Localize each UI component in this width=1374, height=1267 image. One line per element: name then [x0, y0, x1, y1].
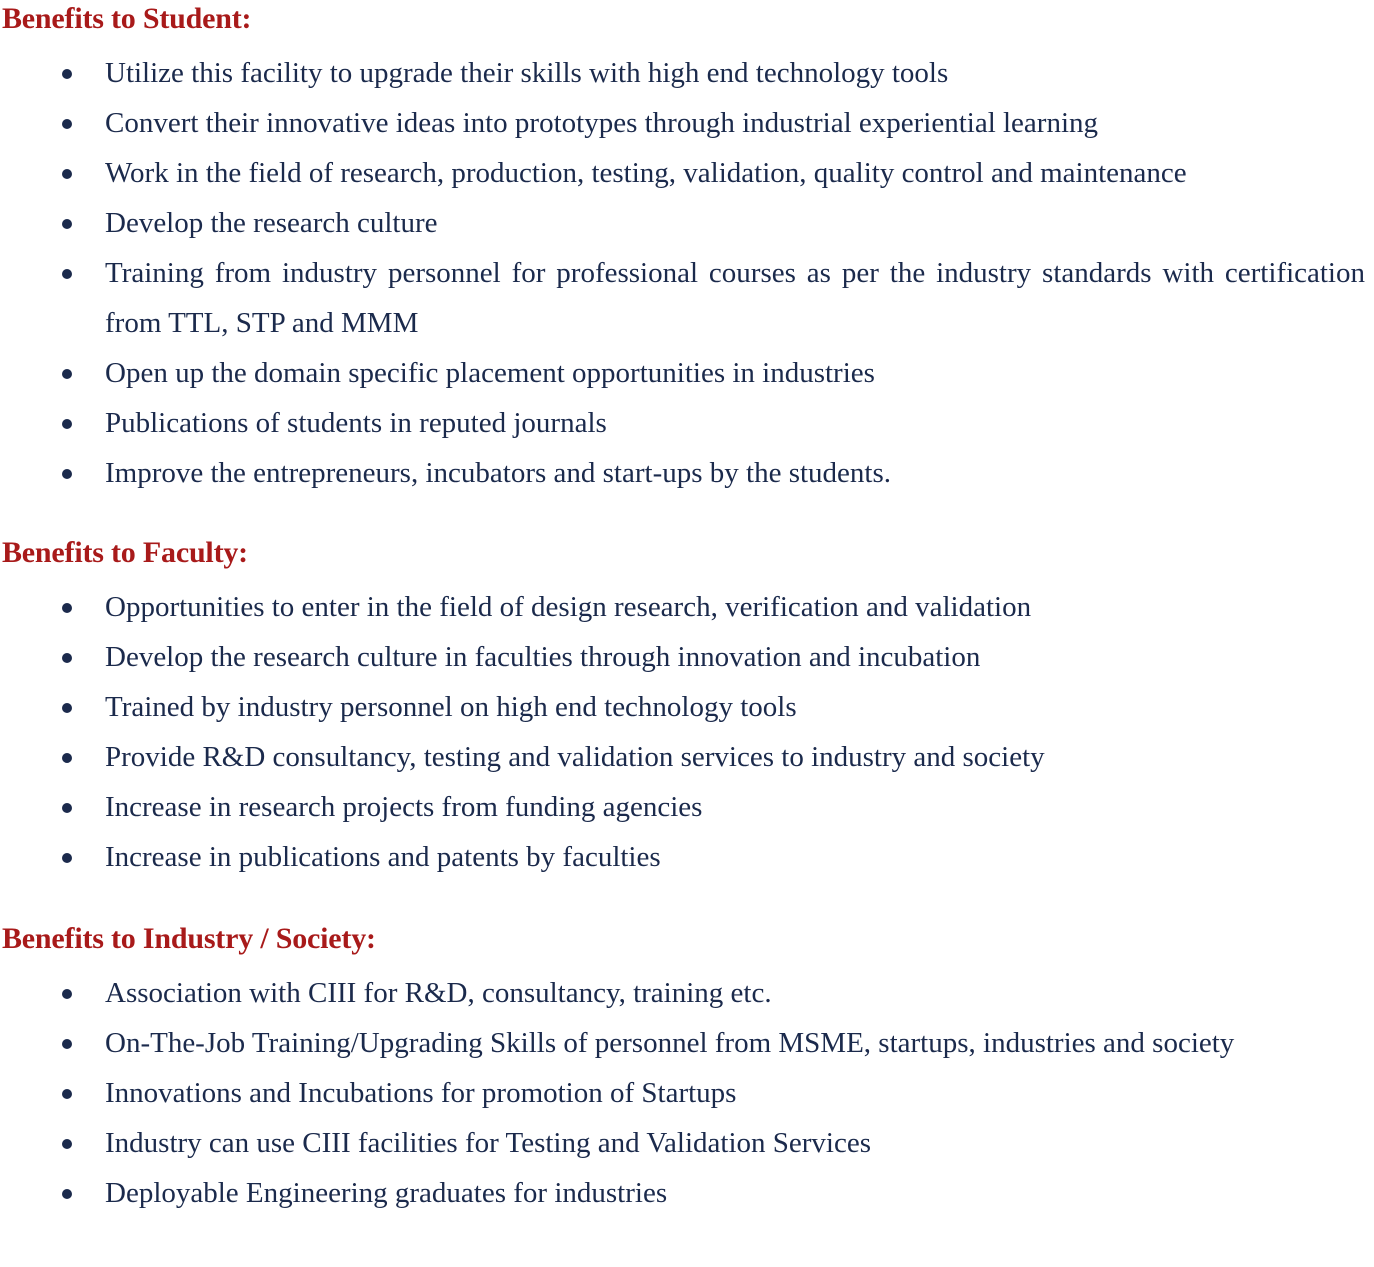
- list-item-text: On-The-Job Training/Upgrading Skills of personnel from MSME, startups, industries and society: [105, 1027, 1235, 1059]
- list-item-text: Industry can use CIII facilities for Testing and Validation Services: [105, 1127, 872, 1159]
- bullet-dot-icon: [62, 1018, 73, 1068]
- section-benefits-to-student: [0, 0, 1374, 498]
- bullet-list-student: [0, 48, 1374, 498]
- bullet-list-faculty: [0, 582, 1374, 882]
- list-item: [0, 632, 1374, 682]
- list-item: [0, 732, 1374, 782]
- list-item: [0, 348, 1374, 398]
- bullet-dot-icon: [62, 632, 73, 682]
- list-item-text: Publications of students in reputed journals: [105, 407, 607, 439]
- section-benefits-to-faculty: [0, 536, 1374, 882]
- bullet-dot-icon: [62, 1118, 73, 1168]
- section-heading-faculty: Benefits to Faculty:: [2, 536, 248, 569]
- bullet-dot-icon: [62, 682, 73, 732]
- list-item-text: Innovations and Incubations for promotion of Startups: [105, 1077, 737, 1109]
- list-item-text: Improve the entrepreneurs, incubators and start-ups by the students.: [105, 457, 892, 489]
- list-item: [0, 1168, 1374, 1218]
- spacer: [0, 570, 1374, 582]
- list-item: [0, 782, 1374, 832]
- bullet-dot-icon: [62, 348, 73, 398]
- list-item-text: Work in the field of research, production, testing, validation, quality control and maintenance: [105, 157, 1187, 189]
- bullet-dot-icon: [62, 968, 73, 1018]
- section-heading-student: Benefits to Student:: [2, 2, 252, 35]
- bullet-list-industry-society: [0, 968, 1374, 1218]
- section-spacer: [0, 882, 1374, 922]
- bullet-dot-icon: [62, 198, 73, 248]
- list-item: [0, 682, 1374, 732]
- list-item-text: Provide R&D consultancy, testing and validation services to industry and society: [105, 741, 1045, 773]
- bullet-dot-icon: [62, 1068, 73, 1118]
- section-benefits-to-industry-society: [0, 922, 1374, 1218]
- list-item-text: Utilize this facility to upgrade their skills with high end technology tools: [105, 57, 949, 89]
- list-item-text: Increase in research projects from funding agencies: [105, 791, 703, 823]
- list-item-text: Increase in publications and patents by faculties: [105, 841, 661, 873]
- list-item: [0, 1018, 1374, 1068]
- list-item: [0, 48, 1374, 98]
- list-item: [0, 968, 1374, 1018]
- bullet-dot-icon: [62, 148, 73, 198]
- list-item: [0, 198, 1374, 248]
- bullet-dot-icon: [62, 398, 73, 448]
- list-item: [0, 248, 1374, 348]
- list-item-text: Training from industry personnel for professional courses as per the industry standards with certification from TTL, STP and MMM: [105, 257, 1365, 339]
- list-item: [0, 398, 1374, 448]
- bullet-dot-icon: [62, 782, 73, 832]
- list-item: [0, 98, 1374, 148]
- bullet-dot-icon: [62, 1168, 73, 1218]
- list-item-text: Deployable Engineering graduates for industries: [105, 1177, 668, 1209]
- bullet-dot-icon: [62, 248, 73, 298]
- section-heading-industry-society: Benefits to Industry / Society:: [2, 922, 376, 955]
- list-item-text: Convert their innovative ideas into prototypes through industrial experiential learning: [105, 107, 1099, 139]
- bullet-dot-icon: [62, 582, 73, 632]
- list-item-text: Association with CIII for R&D, consultancy, training etc.: [105, 977, 772, 1009]
- section-spacer: [0, 498, 1374, 536]
- spacer: [0, 36, 1374, 48]
- bullet-dot-icon: [62, 98, 73, 148]
- list-item-text: Opportunities to enter in the field of design research, verification and validation: [105, 591, 1032, 623]
- list-item-text: Develop the research culture: [105, 207, 438, 239]
- list-item: [0, 832, 1374, 882]
- list-item: [0, 1068, 1374, 1118]
- list-item-text: Develop the research culture in faculties through innovation and incubation: [105, 641, 981, 673]
- list-item-text: Trained by industry personnel on high end technology tools: [105, 691, 797, 723]
- bullet-dot-icon: [62, 832, 73, 882]
- bullet-dot-icon: [62, 448, 73, 498]
- list-item: [0, 148, 1374, 198]
- list-item: [0, 582, 1374, 632]
- list-item: [0, 1118, 1374, 1168]
- list-item-text: Open up the domain specific placement opportunities in industries: [105, 357, 875, 389]
- list-item: [0, 448, 1374, 498]
- bullet-dot-icon: [62, 732, 73, 782]
- bullet-dot-icon: [62, 48, 73, 98]
- spacer: [0, 956, 1374, 968]
